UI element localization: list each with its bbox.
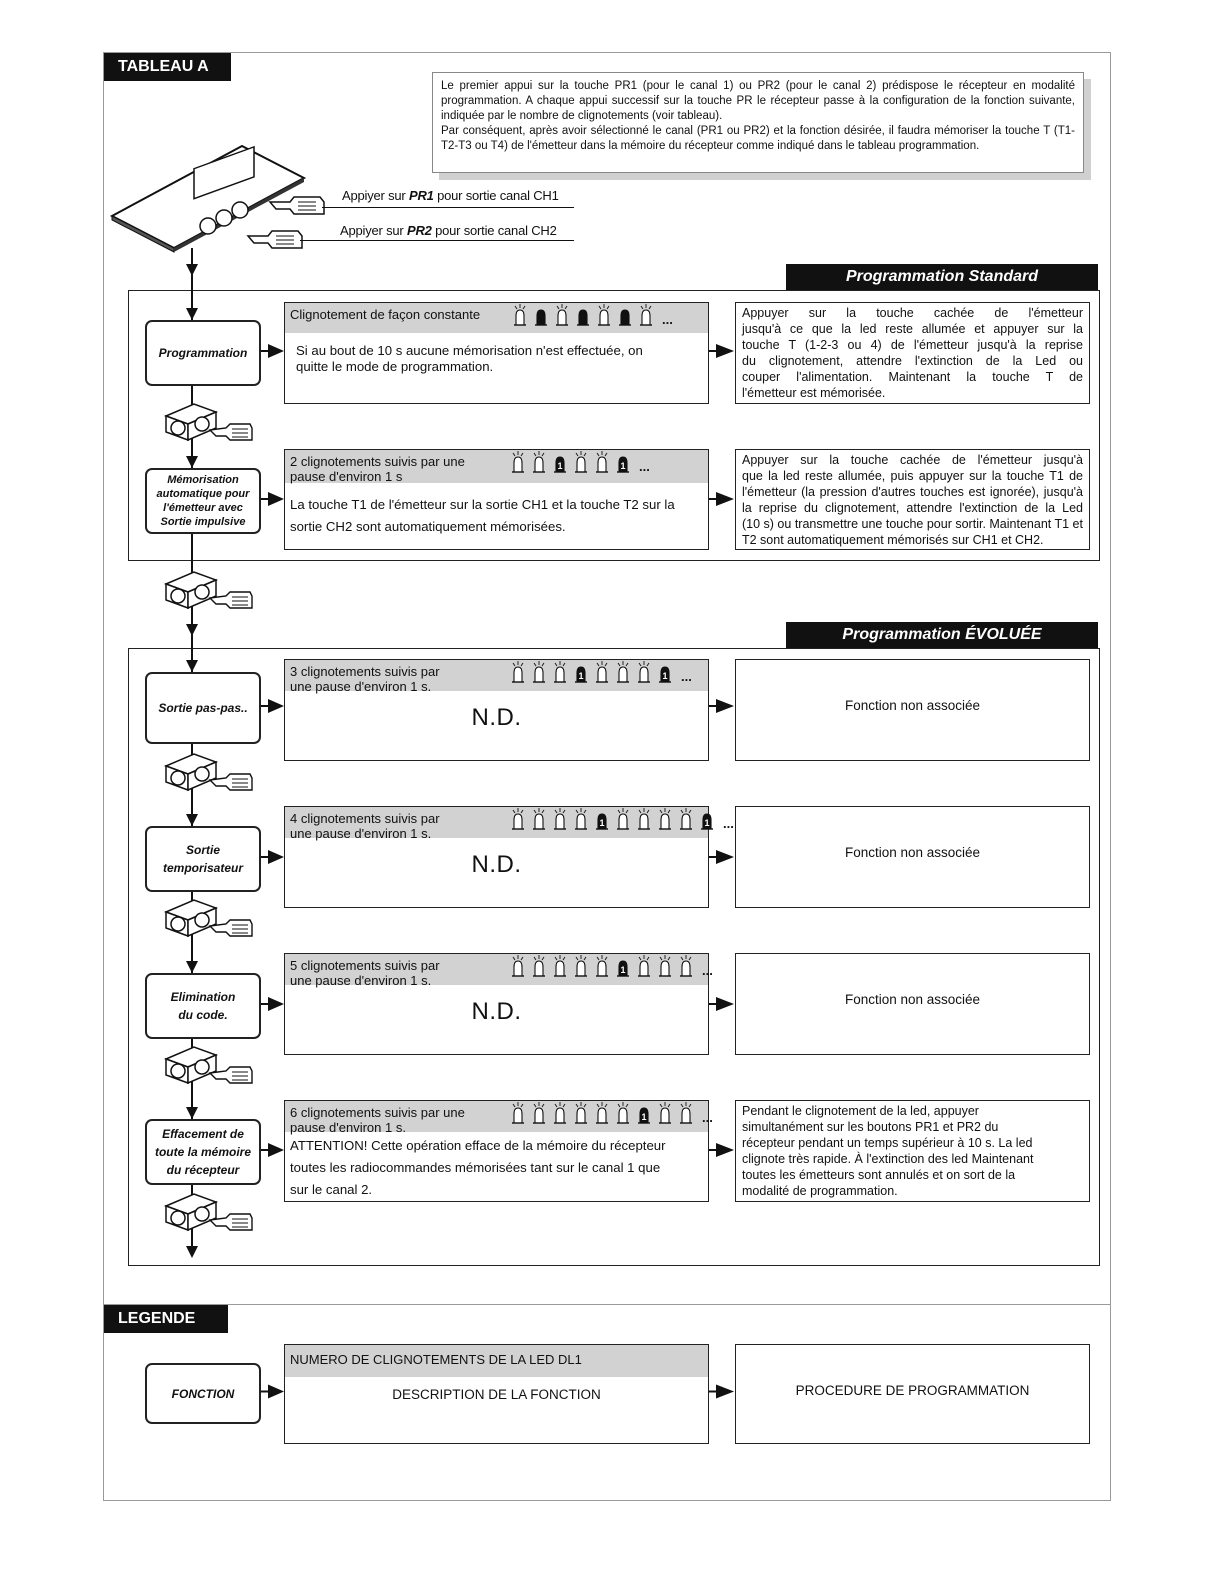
function-label: Mémorisation bbox=[167, 474, 239, 486]
function-box bbox=[145, 320, 261, 386]
press-button-icon bbox=[166, 404, 252, 440]
led-pause-icon bbox=[700, 808, 714, 830]
blink-header-text: pause d'environ 1 s. bbox=[290, 1120, 406, 1135]
svg-text:1: 1 bbox=[662, 671, 668, 681]
led-pause-icon bbox=[616, 451, 630, 473]
procedure-box bbox=[735, 659, 1090, 761]
function-label: automatique pour bbox=[156, 488, 250, 500]
legend-description-box bbox=[284, 1344, 709, 1444]
led-flash-icon bbox=[637, 955, 651, 977]
function-label: Programmation bbox=[158, 346, 248, 360]
led-sequence bbox=[511, 1102, 713, 1124]
function-label: Sortie pas-pas.. bbox=[158, 701, 248, 715]
procedure-line: que la led reste allumée, puis appuyer sur la touche T1 de bbox=[742, 469, 1083, 483]
led-flash-icon bbox=[553, 955, 567, 977]
description-line: toutes les radiocommandes mémorisées tant sur le canal 1 que bbox=[290, 1160, 661, 1175]
blink-header-text: 6 clignotements suivis par une bbox=[290, 1105, 465, 1120]
down-arrow-icon bbox=[186, 814, 198, 826]
press-button-icon bbox=[166, 572, 252, 608]
procedure-line: toutes les émetteurs sont annulés et on sort de la bbox=[742, 1168, 1016, 1182]
evoluee-banner: Programmation ÉVOLUÉE bbox=[786, 622, 1098, 648]
procedure-text: Fonction non associée bbox=[844, 698, 981, 713]
function-box bbox=[145, 973, 261, 1039]
led-flash-icon bbox=[574, 808, 588, 830]
right-arrow-icon bbox=[716, 850, 734, 864]
led-flash-icon bbox=[532, 451, 546, 473]
led-flash-icon bbox=[553, 808, 567, 830]
led-flash-icon bbox=[679, 955, 693, 977]
led-flash-icon bbox=[679, 1102, 693, 1124]
led-pause-icon bbox=[637, 1102, 651, 1124]
procedure-text bbox=[742, 305, 1083, 401]
description-box bbox=[284, 659, 709, 761]
function-description bbox=[296, 343, 702, 375]
function-label: toute la mémoire bbox=[154, 1145, 252, 1159]
led-on-icon bbox=[576, 304, 590, 326]
led-flash-icon bbox=[511, 955, 525, 977]
procedure-line: la reprise du clignotement, attendre l'extinction de la Led bbox=[742, 501, 1083, 515]
function-box bbox=[145, 672, 261, 744]
led-sequence bbox=[511, 955, 713, 977]
legend-procedure-box bbox=[735, 1344, 1090, 1444]
description-box bbox=[284, 806, 734, 908]
legend-function-box bbox=[145, 1363, 261, 1424]
procedure-line: du clignotement, attendre l'extinction de la Led ou bbox=[742, 354, 1083, 368]
ellipsis-text: ... bbox=[639, 459, 650, 474]
led-flash-icon bbox=[555, 304, 569, 326]
led-flash-icon bbox=[616, 661, 630, 683]
procedure-line: l'émetteur (la pression d'autres touches est ignorée), jusqu'à bbox=[742, 485, 1083, 499]
led-sequence bbox=[511, 451, 650, 473]
right-arrow-icon bbox=[716, 699, 734, 713]
function-label: temporisateur bbox=[162, 861, 244, 875]
procedure-line: clignote très rapide. À l'extinction des led Maintenant bbox=[742, 1152, 1034, 1166]
not-available-text: N.D. bbox=[471, 851, 522, 878]
right-arrow-icon bbox=[268, 997, 284, 1011]
ellipsis-text: ... bbox=[702, 963, 713, 978]
function-label: Elimination bbox=[170, 990, 236, 1004]
procedure-line: jusqu'à ce que la led reste allumée et appuyer sur la bbox=[742, 322, 1083, 336]
right-arrow-icon bbox=[716, 1385, 734, 1399]
not-available-text: N.D. bbox=[471, 998, 522, 1025]
function-label: du récepteur bbox=[166, 1163, 240, 1177]
led-flash-icon bbox=[595, 1102, 609, 1124]
led-flash-icon bbox=[574, 451, 588, 473]
right-arrow-icon bbox=[716, 997, 734, 1011]
led-sequence bbox=[513, 304, 673, 326]
procedure-text bbox=[742, 1103, 1083, 1199]
led-flash-icon bbox=[511, 661, 525, 683]
procedure-line: Appuyer sur la touche cachée de l'émetteur bbox=[742, 306, 1083, 320]
right-arrow-icon bbox=[716, 492, 734, 506]
led-flash-icon bbox=[511, 451, 525, 473]
function-label: Effacement de bbox=[162, 1127, 244, 1141]
pr1-key: PR1 bbox=[408, 188, 434, 203]
led-flash-icon bbox=[511, 808, 525, 830]
svg-text:1: 1 bbox=[704, 818, 710, 828]
right-arrow-icon bbox=[268, 492, 284, 506]
standard-banner: Programmation Standard bbox=[786, 264, 1098, 290]
led-pause-icon bbox=[553, 451, 567, 473]
blink-header-text: une pause d'environ 1 s. bbox=[290, 973, 432, 988]
down-arrow-icon bbox=[186, 1107, 198, 1119]
legend-description: DESCRIPTION DE LA FONCTION bbox=[392, 1387, 601, 1402]
function-box bbox=[145, 468, 261, 534]
procedure-line: simultanément sur les boutons PR1 et PR2 du bbox=[742, 1120, 999, 1134]
procedure-text bbox=[742, 452, 1083, 548]
ellipsis-text: ... bbox=[662, 312, 673, 327]
pr2-key: PR2 bbox=[406, 223, 432, 238]
intro-paragraph-2: Par conséquent, après avoir sélectionné le canal (PR1 ou PR2) et la fonction désirée, il faudra mémoriser la touche T (T1-T2-T3 ou T4) de l'émetteur dans la mémoire du récepteur comme indiqué dans le tableau programmation. bbox=[441, 125, 1075, 152]
procedure-box bbox=[735, 953, 1090, 1055]
pr1-suffix: pour sortie canal CH1 bbox=[433, 188, 559, 203]
blink-header-text: Clignotement de façon constante bbox=[290, 307, 481, 322]
function-label: du code. bbox=[178, 1008, 228, 1022]
led-flash-icon bbox=[574, 955, 588, 977]
led-flash-icon bbox=[616, 1102, 630, 1124]
procedure-box bbox=[735, 806, 1090, 908]
function-box bbox=[145, 1119, 261, 1185]
led-sequence bbox=[511, 808, 734, 830]
procedure-box bbox=[735, 302, 1090, 404]
procedure-line: touche T (1-2-3 ou 4) de l'émetteur jusqu'à la reprise bbox=[742, 338, 1083, 352]
led-flash-icon bbox=[597, 304, 611, 326]
description-box bbox=[284, 953, 713, 1055]
description-line: sortie CH2 sont automatiquement mémorisées. bbox=[290, 519, 566, 534]
right-arrow-icon bbox=[268, 850, 284, 864]
pr2-suffix: pour sortie canal CH2 bbox=[431, 223, 557, 238]
procedure-line: Pendant le clignotement de la led, appuyer bbox=[742, 1104, 979, 1118]
svg-text:1: 1 bbox=[578, 671, 584, 681]
procedure-line: (10 s) ou transmettre une touche pour sortir. Maintenant T1 et bbox=[742, 517, 1083, 531]
procedure-line: l'émetteur est mémorisée. bbox=[742, 386, 886, 400]
legend-function-label: FONCTION bbox=[171, 1386, 235, 1401]
procedure-line: T2 sont automatiquement mémorisés sur CH1 et CH2. bbox=[742, 533, 1044, 547]
led-on-icon bbox=[534, 304, 548, 326]
right-arrow-icon bbox=[268, 1143, 284, 1157]
led-pause-icon bbox=[658, 661, 672, 683]
right-arrow-icon bbox=[268, 1385, 284, 1399]
svg-text:1: 1 bbox=[599, 818, 605, 828]
down-arrow-icon bbox=[186, 961, 198, 973]
down-arrow-icon bbox=[186, 308, 198, 320]
led-flash-icon bbox=[513, 304, 527, 326]
led-pause-icon bbox=[595, 808, 609, 830]
ellipsis-text: ... bbox=[702, 1110, 713, 1125]
function-description bbox=[290, 1135, 702, 1201]
tableau-title: TABLEAU A bbox=[104, 53, 231, 81]
procedure-box bbox=[735, 1100, 1090, 1202]
blink-header-text: 4 clignotements suivis par bbox=[290, 811, 440, 826]
led-flash-icon bbox=[595, 955, 609, 977]
description-line: Si au bout de 10 s aucune mémorisation n'est effectuée, on bbox=[296, 343, 643, 358]
intro-paragraph-1: Le premier appui sur la touche PR1 (pour le canal 1) ou PR2 (pour le canal 2) prédispose le récepteur en modalité programmation. A chaque appui successif sur la touche PR le récepteur passe à la configuration de la fonction suivante, indiquée par le nombre de clignotements (voir tableau). bbox=[441, 80, 1075, 122]
procedure-line: couper l'alimentation. Maintenant la touche T de bbox=[742, 370, 1083, 384]
led-flash-icon bbox=[532, 955, 546, 977]
not-available-text: N.D. bbox=[471, 704, 522, 731]
right-arrow-icon bbox=[716, 344, 734, 358]
blink-header-text: une pause d'environ 1 s. bbox=[290, 679, 432, 694]
svg-text:1: 1 bbox=[641, 1112, 647, 1122]
blink-header-text: pause d'environ 1 s bbox=[290, 469, 403, 484]
description-box bbox=[284, 449, 709, 550]
function-label: Sortie impulsive bbox=[160, 516, 246, 528]
blink-header-text: 3 clignotements suivis par bbox=[290, 664, 440, 679]
blink-header-text: 2 clignotements suivis par une bbox=[290, 454, 465, 469]
press-button-icon bbox=[166, 900, 252, 936]
blink-header-text: une pause d'environ 1 s. bbox=[290, 826, 432, 841]
function-box bbox=[145, 826, 261, 892]
led-flash-icon bbox=[553, 661, 567, 683]
down-arrow-icon bbox=[186, 624, 198, 636]
procedure-line: modalité de programmation. bbox=[742, 1184, 898, 1198]
ellipsis-text: ... bbox=[723, 816, 734, 831]
led-flash-icon bbox=[679, 808, 693, 830]
legend-title: LEGENDE bbox=[104, 1305, 228, 1333]
led-flash-icon bbox=[595, 451, 609, 473]
led-flash-icon bbox=[637, 808, 651, 830]
legend-procedure: PROCEDURE DE PROGRAMMATION bbox=[795, 1383, 1030, 1398]
led-flash-icon bbox=[658, 808, 672, 830]
led-flash-icon bbox=[511, 1102, 525, 1124]
right-arrow-icon bbox=[268, 344, 284, 358]
procedure-text: Fonction non associée bbox=[844, 845, 981, 860]
svg-text:1: 1 bbox=[620, 965, 626, 975]
led-flash-icon bbox=[637, 661, 651, 683]
press-button-icon bbox=[166, 1047, 252, 1083]
procedure-line: Appuyer sur la touche cachée de l'émetteur jusqu'à bbox=[742, 453, 1083, 467]
pr2-prefix: Appiyer sur bbox=[340, 223, 407, 238]
led-sequence bbox=[511, 661, 692, 683]
procedure-text: Fonction non associée bbox=[844, 992, 981, 1007]
legend-header bbox=[285, 1345, 708, 1377]
procedure-line: récepteur pendant un temps supérieur à 10 s. La led bbox=[742, 1136, 1033, 1150]
down-arrow-icon bbox=[186, 660, 198, 672]
led-on-icon bbox=[618, 304, 632, 326]
ellipsis-text: ... bbox=[681, 669, 692, 684]
led-flash-icon bbox=[658, 1102, 672, 1124]
svg-text:1: 1 bbox=[620, 461, 626, 471]
function-label: l'émetteur avec bbox=[163, 502, 243, 514]
blink-header-text: 5 clignotements suivis par bbox=[290, 958, 440, 973]
description-line: ATTENTION! Cette opération efface de la mémoire du récepteur bbox=[290, 1138, 666, 1153]
description-line: La touche T1 de l'émetteur sur la sortie CH1 et la touche T2 sur la bbox=[290, 497, 675, 512]
led-flash-icon bbox=[532, 1102, 546, 1124]
procedure-box bbox=[735, 449, 1090, 550]
led-flash-icon bbox=[658, 955, 672, 977]
description-line: quitte le mode de programmation. bbox=[296, 359, 494, 374]
led-flash-icon bbox=[553, 1102, 567, 1124]
pr1-prefix: Appiyer sur bbox=[342, 188, 409, 203]
legend-header-text: NUMERO DE CLIGNOTEMENTS DE LA LED DL1 bbox=[290, 1352, 582, 1367]
led-flash-icon bbox=[639, 304, 653, 326]
description-box bbox=[284, 302, 709, 404]
led-pause-icon bbox=[574, 661, 588, 683]
right-arrow-icon bbox=[268, 699, 284, 713]
function-description bbox=[290, 494, 702, 538]
led-flash-icon bbox=[616, 808, 630, 830]
function-label: Sortie bbox=[185, 843, 220, 857]
description-box bbox=[284, 1100, 713, 1202]
svg-text:1: 1 bbox=[557, 461, 563, 471]
down-arrow-icon bbox=[186, 456, 198, 468]
description-line: sur le canal 2. bbox=[290, 1182, 373, 1197]
led-flash-icon bbox=[532, 808, 546, 830]
down-arrow-icon bbox=[186, 264, 198, 276]
led-flash-icon bbox=[532, 661, 546, 683]
right-arrow-icon bbox=[716, 1143, 734, 1157]
led-flash-icon bbox=[574, 1102, 588, 1124]
led-flash-icon bbox=[595, 661, 609, 683]
press-button-icon bbox=[166, 754, 252, 790]
led-pause-icon bbox=[616, 955, 630, 977]
press-button-icon bbox=[166, 1194, 252, 1230]
down-arrow-icon bbox=[186, 1246, 198, 1258]
